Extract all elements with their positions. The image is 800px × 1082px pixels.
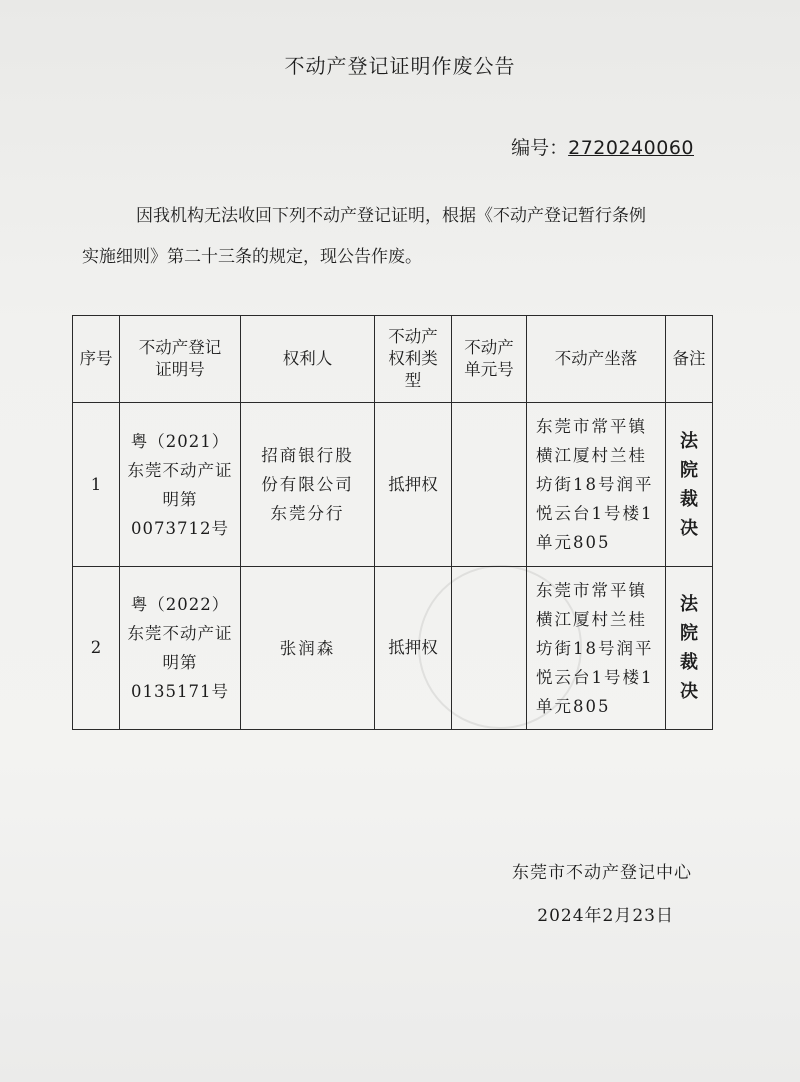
header-location: 不动产坐落 — [527, 316, 666, 403]
issuing-organization: 东莞市不动产登记中心 — [512, 863, 692, 883]
cell-holder: 张润森 — [241, 567, 375, 730]
cell-right-type: 抵押权 — [375, 403, 452, 567]
issue-date: 2024年2月23日 — [537, 906, 674, 926]
header-cert-no: 不动产登记证明号 — [120, 316, 241, 403]
cell-location: 东莞市常平镇横江厦村兰桂坊街18号润平悦云台1号楼1单元805 — [527, 403, 666, 567]
certificate-table — [72, 315, 713, 730]
cell-seq: 1 — [73, 403, 120, 567]
cell-note — [666, 567, 713, 730]
cell-holder: 招商银行股份有限公司东莞分行 — [241, 403, 375, 567]
cell-unit-no — [452, 567, 527, 730]
cell-cert-no: 粤（2022）东莞不动产证明第0135171号 — [120, 567, 241, 730]
table-row — [73, 403, 713, 567]
note-text: 法院裁决 — [680, 594, 698, 702]
cell-cert-no: 粤（2021）东莞不动产证明第0073712号 — [120, 403, 241, 567]
header-note: 备注 — [666, 316, 713, 403]
document-number-value: 2720240060 — [568, 137, 694, 159]
header-unit-no: 不动产单元号 — [452, 316, 527, 403]
cell-location: 东莞市常平镇横江厦村兰桂坊街18号润平悦云台1号楼1单元805 — [527, 567, 666, 730]
cell-note — [666, 403, 713, 567]
body-line-1: 因我机构无法收回下列不动产登记证明，根据《不动产登记暂行条例 — [136, 206, 646, 226]
cell-right-type: 抵押权 — [375, 567, 452, 730]
note-text: 法院裁决 — [680, 430, 698, 539]
header-seq: 序号 — [73, 316, 120, 403]
header-holder: 权利人 — [241, 316, 375, 403]
cell-seq: 2 — [73, 567, 120, 730]
announcement-body — [82, 196, 722, 278]
table-header-row — [73, 316, 713, 403]
header-right-type: 不动产权利类型 — [375, 316, 452, 403]
cell-unit-no — [452, 403, 527, 567]
body-line-2: 实施细则》第二十三条的规定，现公告作废。 — [82, 247, 422, 267]
document-number — [511, 133, 694, 160]
table-row — [73, 567, 713, 730]
document-number-label: 编号： — [511, 137, 569, 159]
document-title: 不动产登记证明作废公告 — [284, 54, 516, 78]
